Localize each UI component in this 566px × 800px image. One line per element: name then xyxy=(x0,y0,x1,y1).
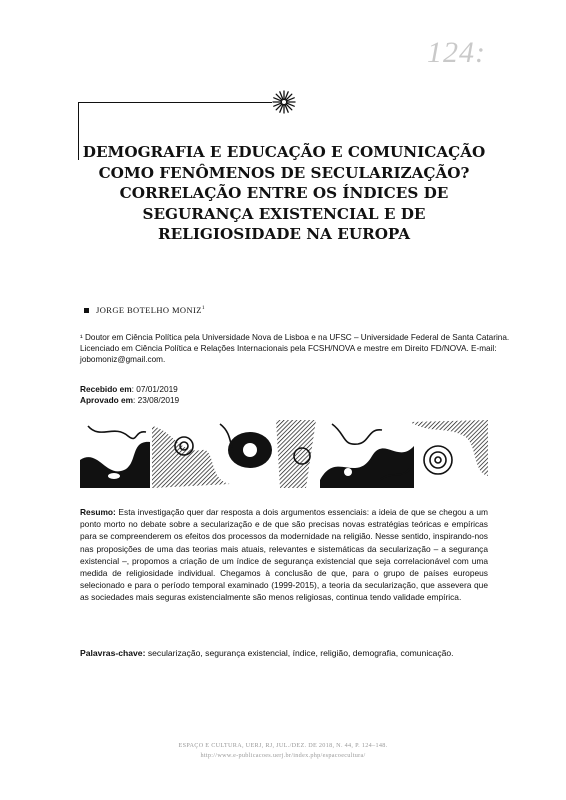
title-frame-horizontal-rule xyxy=(78,102,272,103)
approved-label: Aprovado em xyxy=(80,395,134,405)
approved-date xyxy=(80,395,179,406)
page-number: 124: xyxy=(427,36,486,69)
starburst-ornament-icon xyxy=(272,90,296,114)
footnote-line: Licenciado em Ciência Política e Relações Internacionais pela FCSH/NOVA e mestre em Direito FD/NOVA. E-mail: xyxy=(80,344,497,354)
title-line: DEMOGRAFIA E EDUCAÇÃO E COMUNICAÇÃO xyxy=(82,143,486,161)
journal-citation: ESPAÇO E CULTURA, UERJ, RJ, JUL./DEZ. DE 2018, N. 44, P. 124–148. xyxy=(178,742,388,749)
title-line: CORRELAÇÃO ENTRE OS ÍNDICES DE xyxy=(119,184,449,203)
keywords-text: secularização, segurança existencial, índice, religião, demografia, comunicação. xyxy=(145,648,454,658)
author-footnote xyxy=(80,332,510,366)
author-name: JORGE BOTELHO MONIZ xyxy=(96,305,202,315)
title-line: SEGURANÇA EXISTENCIAL E DE xyxy=(142,204,426,223)
footnote-line: ¹ Doutor em Ciência Política pela Universidade Nova de Lisboa e na UFSC – Universidade Federal de Santa Catarina. xyxy=(80,333,510,342)
received-value: : 07/01/2019 xyxy=(131,384,178,394)
received-date xyxy=(80,384,179,395)
author-line xyxy=(84,305,205,315)
received-label: Recebido em xyxy=(80,384,132,394)
submission-dates xyxy=(80,384,179,406)
keywords-label: Palavras-chave: xyxy=(80,648,146,658)
title-line: COMO FENÔMENOS DE SECULARIZAÇÃO? xyxy=(98,163,470,182)
square-bullet-icon xyxy=(84,308,89,313)
approved-value: : 23/08/2019 xyxy=(133,395,180,405)
abstract-label: Resumo: xyxy=(80,507,116,517)
abstract-text: Esta investigação quer dar resposta a dois argumentos essenciais: a ideia de que se chegou a um ponto morto no debate sobre a secularização e de que são precisas novas estratégias teóricas e empíricas para se compreenderem os efeitos dos processos da modernidade na religião. Nesse sentido, inspirando-nos nas proposições de uma das teorias mais atuais, relevantes e sistemáticas da secularização – a segurança existencial –, propomos a criação de um índice de segurança existencial que seja correlacionável com uma medida de religiosidade individual. Chegamos à conclusão de que, para o grupo de países europeus selecionado e para o período temporal examinado (1999-2015), a teoria da secularização, que assevera que as sociedades mais seguras existencialmente são menos religiosas, continua tendo validade empírica. xyxy=(80,507,488,603)
abstract xyxy=(80,506,488,604)
title-line: RELIGIOSIDADE NA EUROPA xyxy=(157,225,411,244)
decorative-engraving-banner xyxy=(80,420,488,488)
title-frame-vertical-rule xyxy=(78,102,79,160)
journal-url: http://www.e-publicacoes.uerj.br/index.php/espacoecultura/ xyxy=(200,751,366,759)
footnote-line: jobomoniz@gmail.com. xyxy=(80,355,166,365)
journal-footer xyxy=(0,741,566,760)
article-title xyxy=(80,142,488,245)
author-footnote-mark: 1 xyxy=(201,305,205,312)
keywords xyxy=(80,648,488,658)
